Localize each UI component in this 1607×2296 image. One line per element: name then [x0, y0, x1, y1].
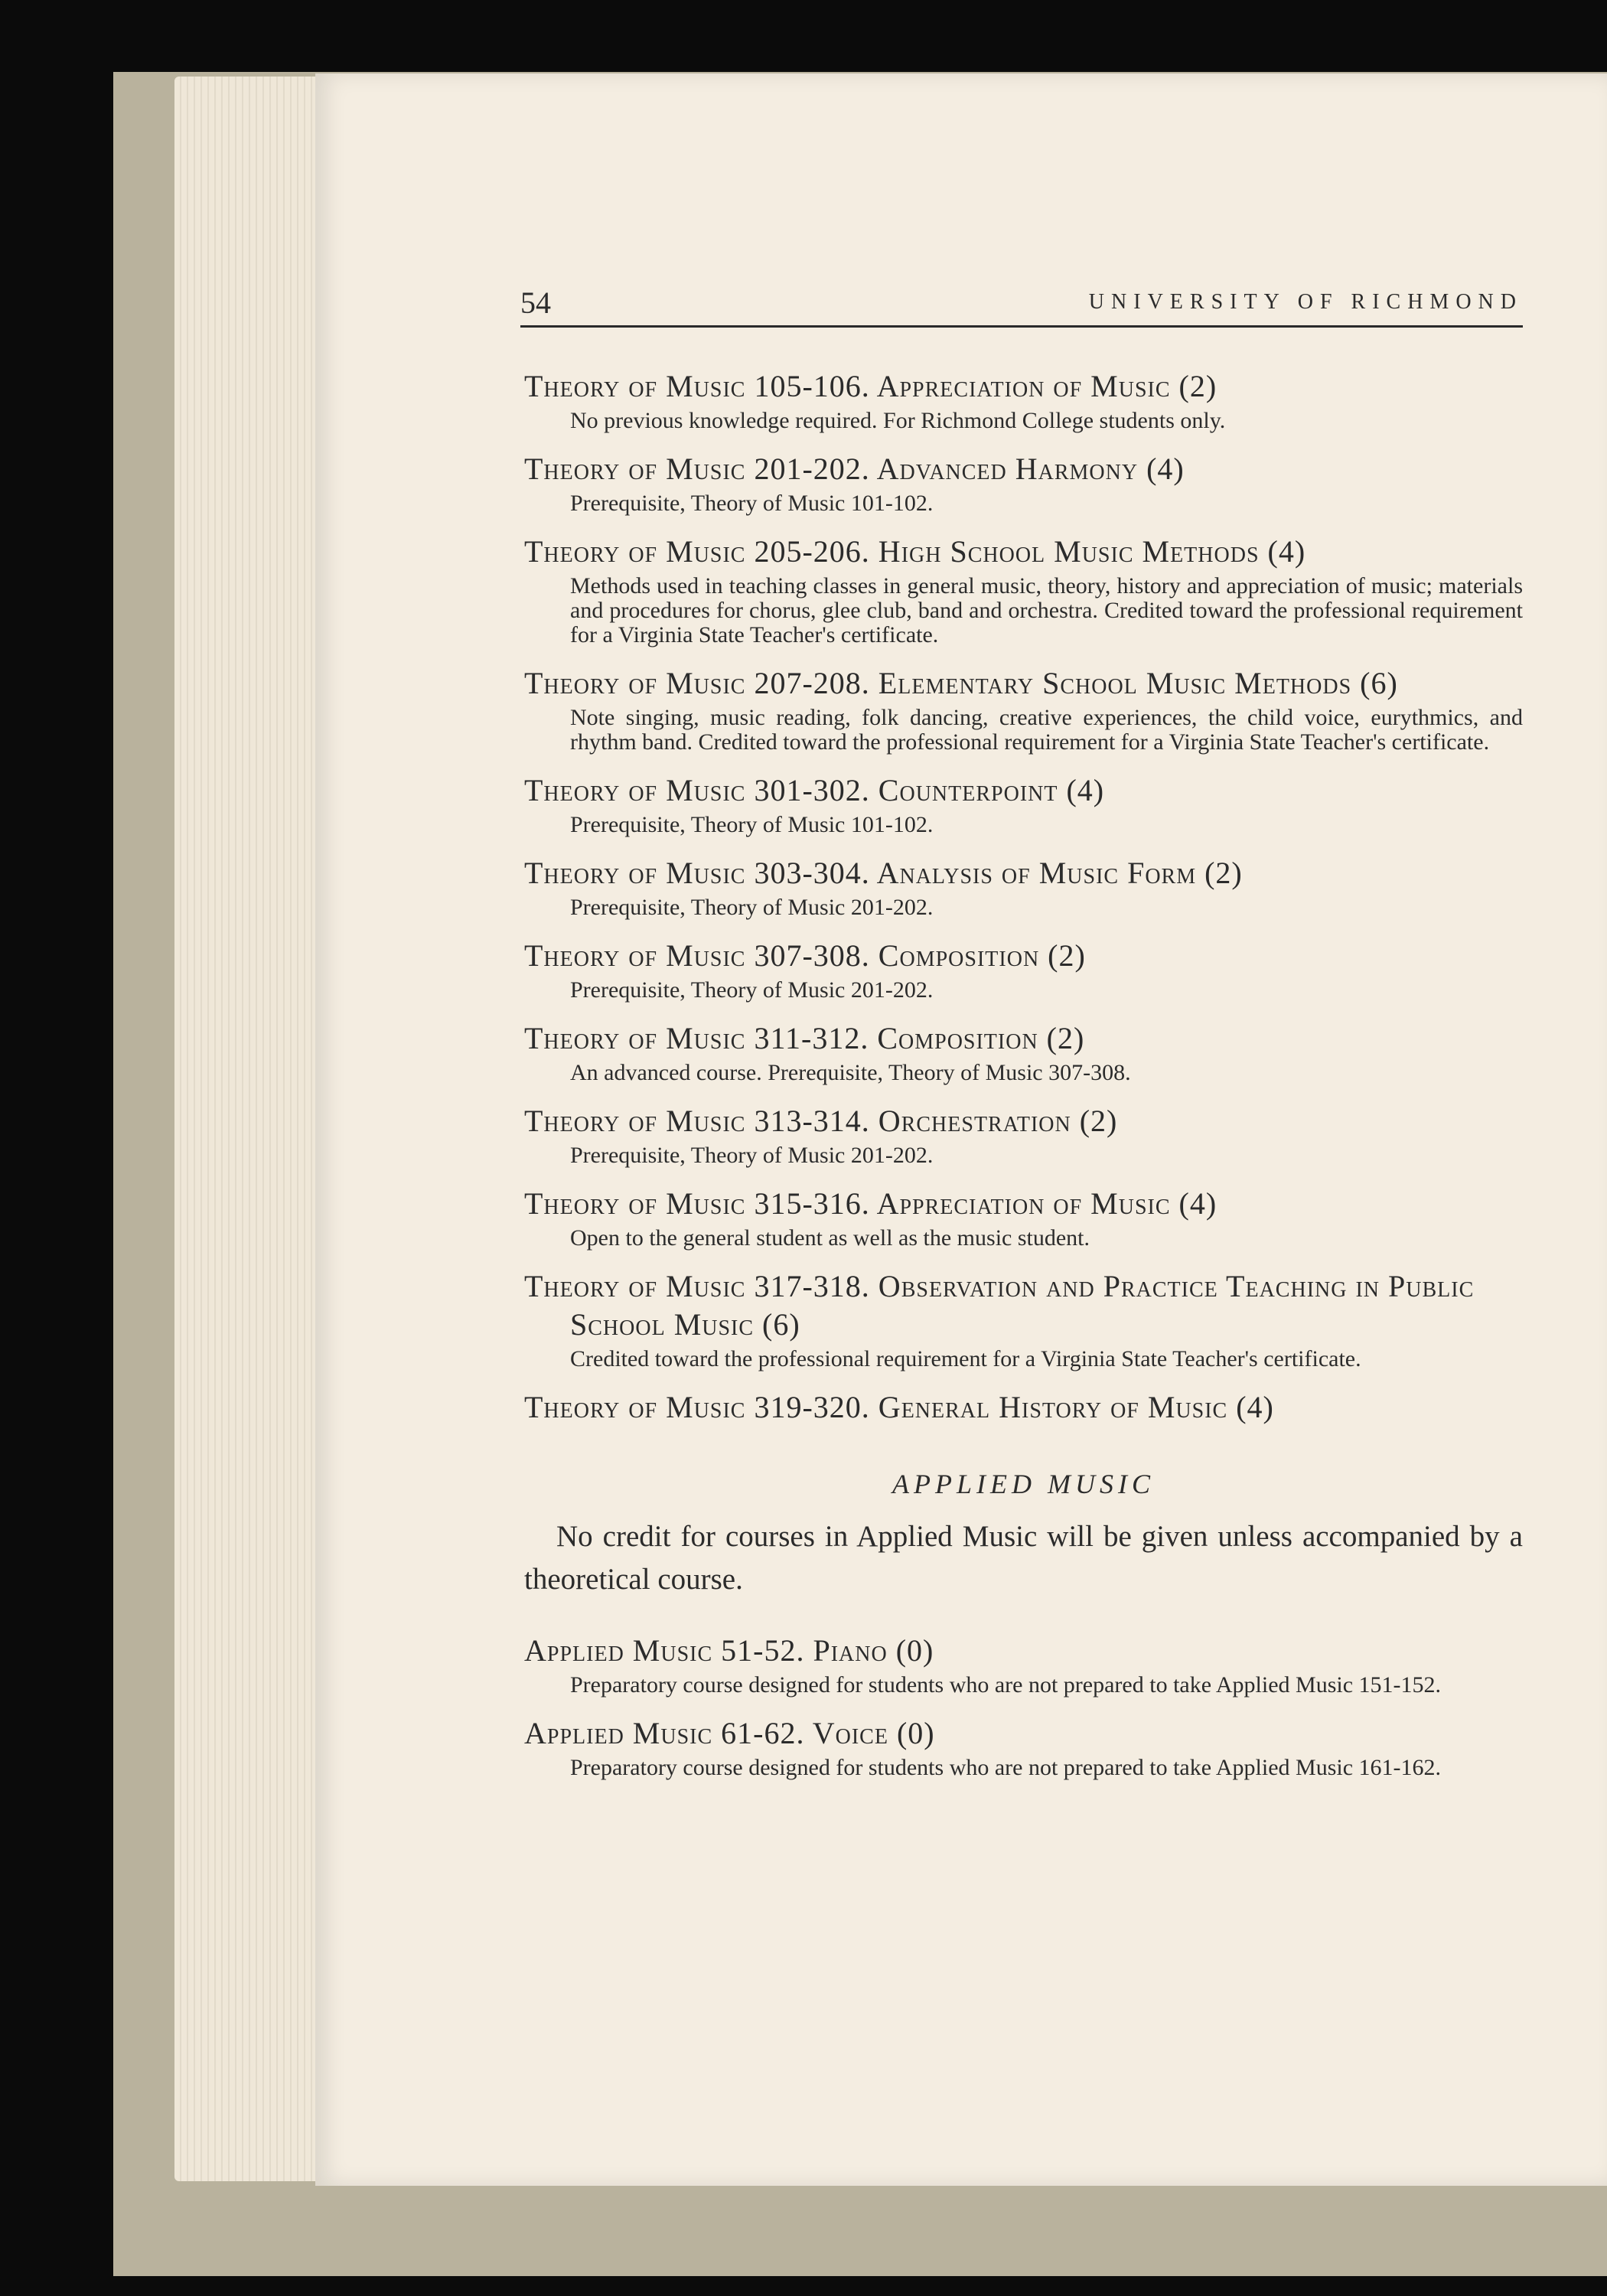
- running-header-title: UNIVERSITY OF RICHMOND: [1088, 290, 1523, 314]
- course-title: Theory of Music 317-318. Observation and Practice Teaching in Public School Music (6): [524, 1269, 1475, 1342]
- section-intro-paragraph: No credit for courses in Applied Music will be given unless accompanied by a theoretical course.: [524, 1520, 1523, 1596]
- course-title: Theory of Music 301-302. Counterpoint (4): [524, 773, 1105, 807]
- course-title: Theory of Music 315-316. Appreciation of Music (4): [524, 1186, 1217, 1221]
- page-content: [524, 367, 1523, 1797]
- course-entry: [524, 533, 1523, 647]
- course-title: Theory of Music 105-106. Appreciation of Music (2): [524, 369, 1217, 403]
- course-title: Theory of Music 307-308. Composition (2): [524, 938, 1086, 973]
- course-entry: [524, 1632, 1523, 1698]
- course-entry: [524, 1185, 1523, 1251]
- course-description: Methods used in teaching classes in general music, theory, history and appreciation of music; materials and procedures for chorus, glee club, band and orchestra. Credited toward the professional requirement for a Virginia State Teacher's certificate.: [570, 573, 1523, 647]
- course-title: Theory of Music 207-208. Elementary School Music Methods (6): [524, 666, 1398, 700]
- course-entry: [524, 1388, 1523, 1427]
- course-entry: [524, 367, 1523, 433]
- course-entry: [524, 1019, 1523, 1085]
- course-description: No previous knowledge required. For Richmond College students only.: [570, 408, 1226, 433]
- course-description: Prerequisite, Theory of Music 201-202.: [570, 895, 934, 920]
- course-entry: [524, 1102, 1523, 1168]
- running-head: [520, 279, 1523, 328]
- course-entry: [524, 854, 1523, 920]
- page-number: 54: [520, 285, 551, 320]
- course-description: An advanced course. Prerequisite, Theory of Music 307-308.: [570, 1060, 1131, 1085]
- course-entry: [524, 664, 1523, 755]
- course-title: Theory of Music 201-202. Advanced Harmony (4): [524, 452, 1185, 486]
- course-title: Theory of Music 311-312. Composition (2): [524, 1021, 1085, 1055]
- course-entry: [524, 771, 1523, 837]
- course-entry: [524, 450, 1523, 516]
- course-entry: [524, 1714, 1523, 1780]
- course-description: Credited toward the professional requirement for a Virginia State Teacher's certificate.: [570, 1346, 1361, 1371]
- course-entry: [524, 937, 1523, 1003]
- course-description: Preparatory course designed for students who are not prepared to take Applied Music 151-152.: [570, 1672, 1442, 1698]
- course-title: Theory of Music 319-320. General History of Music (4): [524, 1390, 1274, 1424]
- course-description: Prerequisite, Theory of Music 101-102.: [570, 812, 934, 837]
- course-title: Applied Music 51-52. Piano (0): [524, 1633, 934, 1668]
- course-description: Prerequisite, Theory of Music 101-102.: [570, 491, 934, 516]
- course-title: Theory of Music 205-206. High School Music Methods (4): [524, 534, 1306, 569]
- course-description: Prerequisite, Theory of Music 201-202.: [570, 1143, 934, 1168]
- course-entry: [524, 1267, 1523, 1371]
- section-heading: APPLIED MUSIC: [892, 1469, 1155, 1499]
- course-title: Theory of Music 303-304. Analysis of Music Form (2): [524, 856, 1243, 890]
- course-description: Note singing, music reading, folk dancing, creative experiences, the child voice, eurythmics, and rhythm band. Credited toward the professional requirement for a Virginia State Teacher's certificate.: [570, 705, 1523, 755]
- course-title: Applied Music 61-62. Voice (0): [524, 1716, 935, 1750]
- course-description: Prerequisite, Theory of Music 201-202.: [570, 977, 934, 1003]
- course-title: Theory of Music 313-314. Orchestration (2): [524, 1104, 1118, 1138]
- course-description: Preparatory course designed for students who are not prepared to take Applied Music 161-162.: [570, 1755, 1442, 1780]
- course-description: Open to the general student as well as the music student.: [570, 1225, 1090, 1251]
- book-page-edges: [174, 77, 328, 2181]
